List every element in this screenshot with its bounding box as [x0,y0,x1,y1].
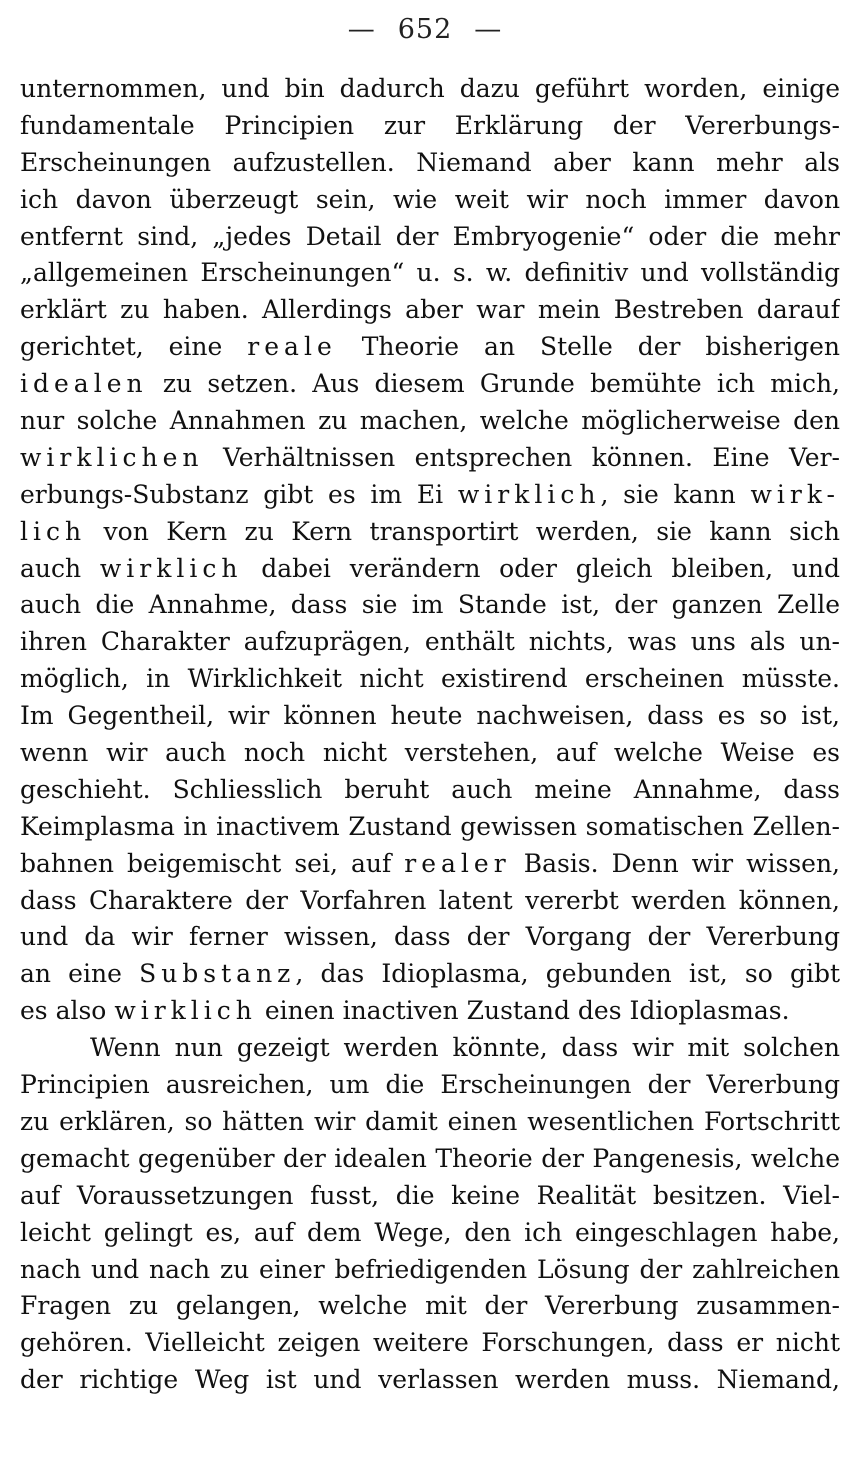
text-segment: erklärt zu haben. Allerdings aber war mein Bestreben darauf [20,295,840,325]
spaced-emphasis: realer [404,848,511,878]
text-line [20,403,840,440]
text-segment: Fragen zu gelangen, welche mit der Vererbung zusammen- [20,1291,840,1321]
text-segment: zu setzen. Aus diesem Grunde bemühte ich mich, [147,369,840,399]
text-line [20,551,840,588]
text-line [20,1178,840,1215]
text-line [20,846,840,883]
header-dash-left: — [347,14,376,45]
text-segment: Wenn nun gezeigt werden könnte, dass wir mit solchen [90,1033,840,1063]
text-segment: der richtige Weg ist und verlassen werden muss. Niemand, [20,1365,840,1395]
text-line [20,587,840,624]
text-segment: leicht gelingt es, auf dem Wege, den ich eingeschlagen habe, [20,1217,840,1247]
text-line [20,255,840,292]
text-line [20,182,840,219]
text-line [20,919,840,956]
text-segment: gehören. Vielleicht zeigen weitere Forschungen, dass er nicht [20,1328,840,1358]
spaced-emphasis: wirklich [457,479,601,509]
spaced-emphasis: wirklich [114,996,257,1026]
text-line [20,1362,840,1399]
spaced-emphasis: Substanz [139,959,296,989]
text-line [20,661,840,698]
text-line [20,145,840,182]
text-segment: erbungs-Substanz gibt es im Ei [20,479,458,509]
text-segment: nur solche Annahmen zu machen, welche möglicherweise den [20,406,840,436]
text-line [20,698,840,735]
text-line [20,883,840,920]
text-line [20,956,840,993]
text-segment: möglich, in Wirklichkeit nicht existirend erscheinen müsste. [20,664,840,694]
text-segment: fundamentale Principien zur Erklärung der Vererbungs- [20,110,840,140]
text-segment: geschieht. Schliesslich beruht auch meine Annahme, dass [20,774,840,804]
text-segment: an eine [20,959,140,989]
text-line [20,71,840,108]
text-segment: einen inactiven Zustand des Idioplasmas. [256,996,790,1026]
text-segment: Erscheinungen aufzustellen. Niemand aber kann mehr als [20,147,840,177]
text-line [20,292,840,329]
text-segment: Verhältnissen entsprechen können. Eine Ver- [203,442,840,472]
text-segment: nach und nach zu einer befriedigenden Lösung der zahlreichen [20,1254,840,1284]
text-segment: Basis. Denn wir wissen, [510,848,840,878]
text-segment: Im Gegentheil, wir können heute nachweisen, dass es so ist, [20,701,840,731]
text-segment: Theorie an Stelle der bisherigen [336,332,840,362]
text-segment: es also [20,996,115,1026]
text-segment: gemacht gegenüber der idealen Theorie der Pangenesis, welche [20,1143,840,1173]
text-line [20,993,840,1030]
text-segment: entfernt sind, „jedes Detail der Embryogenie“ oder die mehr [20,221,840,251]
spaced-emphasis: wirklich [99,553,243,583]
text-line [20,1215,840,1252]
text-segment: unternommen, und bin dadurch dazu geführt worden, einige [20,74,840,103]
text-line [20,809,840,846]
text-segment: von Kern zu Kern transportirt werden, sie kann sich [86,516,840,546]
text-segment: auch die Annahme, dass sie im Stande ist, der ganzen Zelle [20,590,840,620]
spaced-emphasis: wirk- [750,479,840,509]
text-segment: und da wir ferner wissen, dass der Vorgang der Vererbung [20,922,840,952]
text-line [20,514,840,551]
text-line [20,477,840,514]
text-line [20,1252,840,1289]
text-segment: zu erklären, so hätten wir damit einen wesentlichen Fortschritt [20,1106,840,1136]
text-segment: ich davon überzeugt sein, wie weit wir noch immer davon [20,184,840,214]
text-line [20,772,840,809]
spaced-emphasis: lich [20,516,87,546]
text-segment: wenn wir auch noch nicht verstehen, auf welche Weise es [20,738,840,768]
text-line [20,219,840,256]
text-segment: , sie kann [600,479,751,509]
text-line [20,1288,840,1325]
text-line [20,1030,840,1067]
text-line [20,735,840,772]
page-header [0,14,850,45]
text-line [20,329,840,366]
text-segment: „allgemeinen Erscheinungen“ u. s. w. definitiv und vollständig [20,258,840,288]
text-segment: Principien ausreichen, um die Erscheinungen der Vererbung [20,1070,840,1100]
text-line [20,1141,840,1178]
text-segment: ihren Charakter aufzuprägen, enthält nichts, was uns als un- [20,627,840,657]
text-segment: auch [20,553,100,583]
text-line [20,440,840,477]
text-line [20,1104,840,1141]
body-text [20,71,840,1399]
text-segment: gerichtet, eine [20,332,248,362]
text-segment: auf Voraussetzungen fusst, die keine Realität besitzen. Viel- [20,1180,840,1210]
header-dash-right: — [474,14,503,45]
text-line [20,1325,840,1362]
text-line [20,366,840,403]
text-line [20,1067,840,1104]
text-segment: , das Idioplasma, gebunden ist, so gibt [295,959,840,989]
page-number: 652 [397,14,453,45]
text-segment: bahnen beigemischt sei, auf [20,848,405,878]
text-line [20,624,840,661]
text-segment: Keimplasma in inactivem Zustand gewissen somatischen Zellen- [20,811,840,841]
text-segment: dass Charaktere der Vorfahren latent vererbt werden können, [20,885,840,915]
spaced-emphasis: idealen [20,369,148,399]
spaced-emphasis: wirklichen [20,442,204,472]
text-segment: dabei verändern oder gleich bleiben, und [242,553,840,583]
text-line [20,108,840,145]
spaced-emphasis: reale [247,332,337,362]
